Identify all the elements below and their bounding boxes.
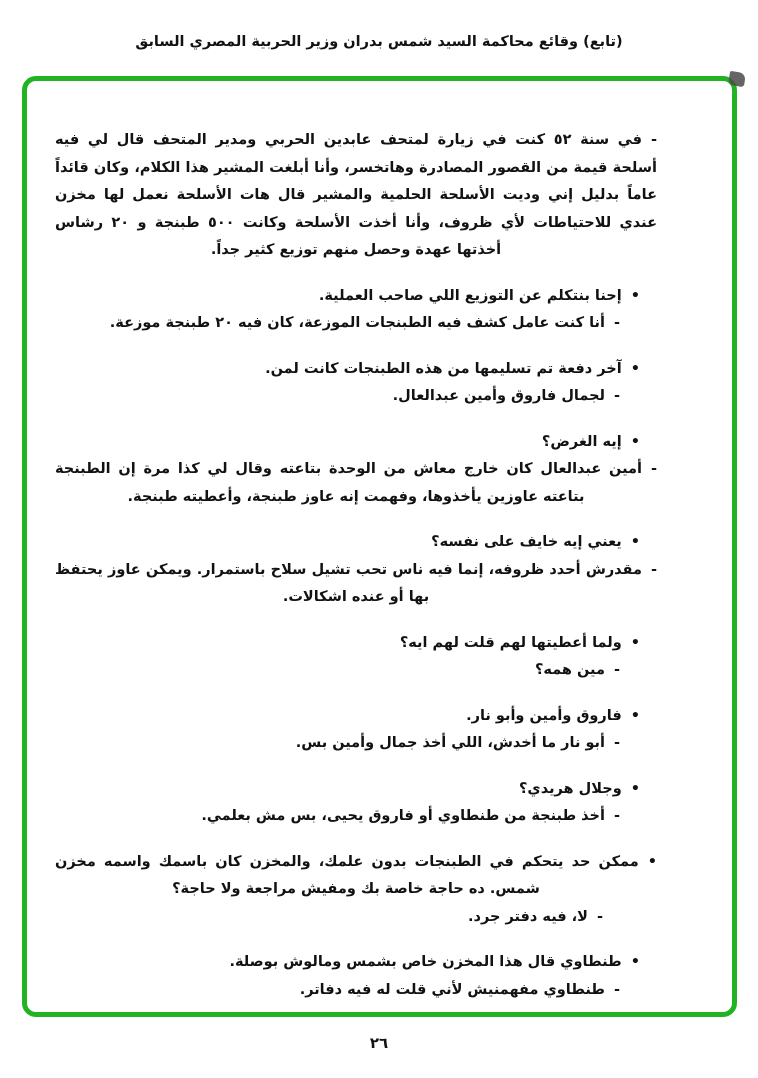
- dialogue-text: أخذ طبنجة من طنطاوي أو فاروق يحيى، بس مش بعلمي.: [201, 808, 605, 824]
- dash-marker: -: [596, 908, 603, 925]
- dialogue-item: [55, 310, 657, 338]
- dialogue-item: [55, 630, 657, 658]
- dialogue-text: لا، فيه دفتر جرد.: [468, 908, 588, 925]
- dialogue-item: [55, 283, 657, 311]
- dash-marker: -: [613, 735, 620, 751]
- dialogue-list: [55, 127, 657, 1004]
- bullet-marker: •: [630, 433, 640, 450]
- page-header: (تابع) وقائع محاكمة السيد شمس بدران وزير الحربية المصري السابق: [135, 34, 623, 50]
- bullet-marker: •: [630, 534, 640, 550]
- dialogue-item: [55, 977, 657, 1005]
- dialogue-item: [55, 356, 657, 384]
- dash-marker: -: [613, 662, 620, 678]
- dialogue-text: في سنة ٥٢ كنت في زيارة لمتحف عابدين الحربي ومدير المتحف قال لي فيه أسلحة قيمة من القصور المصادرة وهاتخسر، وأنا أبلغت المشير هذا الكلام، وكان قائداً عاماً بدليل إني وديت الأسلحة الحلمية والمشير قال هات الأسلحة نعمل لها مخزن عندي للاحتياطات لأي ظروف، وأنا أخذت الأسلحة وكانت ٥٠٠ طبنجة و ٢٠ رشاس أخذتها عهدة وحصل منهم توزيع كثير جداً.: [55, 132, 657, 258]
- dialogue-item: [55, 127, 657, 265]
- dialogue-item: [55, 904, 657, 932]
- dialogue-item: [55, 730, 657, 758]
- dialogue-text: طنطاوي مفهمنيش لأني قلت له فيه دفاتر.: [299, 981, 605, 998]
- dialogue-text: طنطاوي قال هذا المخزن خاص بشمس ومالوش بوصلة.: [229, 954, 622, 970]
- dialogue-text: مين همه؟: [534, 662, 605, 678]
- dialogue-item: [55, 703, 657, 731]
- bullet-marker: •: [630, 780, 640, 797]
- dialogue-item: [55, 849, 657, 904]
- bullet-marker: •: [630, 707, 640, 724]
- dialogue-text: مقدرش أحدد ظروفه، إنما فيه ناس تحب تشيل سلاح باستمرار. ويمكن عاوز يحتفظ بها أو عنده اشكالات.: [55, 561, 642, 605]
- dialogue-item: [55, 529, 657, 557]
- dash-marker: -: [613, 315, 620, 331]
- dialogue-text: يعني إيه خايف على نفسه؟: [431, 534, 622, 550]
- bullet-marker: •: [630, 360, 640, 377]
- dialogue-item: [55, 803, 657, 831]
- dialogue-text: إيه الغرض؟: [541, 433, 622, 450]
- page-number: ٢٦: [369, 1034, 389, 1052]
- dash-marker: -: [613, 808, 620, 824]
- bullet-marker: •: [630, 954, 640, 970]
- dialogue-text: ولما أعطيتها لهم قلت لهم ايه؟: [399, 634, 622, 651]
- dialogue-item: [55, 456, 657, 511]
- dialogue-text: آخر دفعة تم تسليمها من هذه الطبنجات كانت لمن.: [265, 360, 622, 377]
- bullet-marker: •: [630, 634, 640, 651]
- dash-marker: -: [613, 388, 620, 404]
- dash-marker: -: [613, 981, 620, 998]
- dialogue-text: أمين عبدالعال كان خارج معاش من الوحدة بتاعته وقال لي كذا مرة إن الطبنجة بتاعته عاوزين يأخذوها، وفهمت إنه عاوز طبنجة، وأعطيته طبنجة.: [55, 461, 642, 505]
- dialogue-item: [55, 657, 657, 685]
- dash-marker: -: [650, 561, 657, 578]
- dialogue-text: لجمال فاروق وأمين عبدالعال.: [392, 388, 605, 404]
- dialogue-text: أبو نار ما أخدش، اللي أخذ جمال وأمين بس.: [295, 735, 605, 751]
- dialogue-item: [55, 949, 657, 977]
- dialogue-item: [55, 383, 657, 411]
- dash-marker: -: [650, 461, 657, 477]
- dash-marker: -: [650, 132, 658, 148]
- dialogue-item: [55, 557, 657, 612]
- dialogue-item: [55, 429, 657, 457]
- dialogue-text: وجلال هريدي؟: [519, 780, 622, 797]
- dialogue-text: إحنا بنتكلم عن التوزيع اللي صاحب العملية.: [318, 287, 622, 304]
- scan-artifact-mark: [728, 71, 746, 87]
- dialogue-text: أنا كنت عامل كشف فيه الطبنجات الموزعة، كان فيه ٢٠ طبنجة موزعة.: [109, 315, 605, 331]
- dialogue-text: ممكن حد يتحكم في الطبنجات بدون علمك، والمخزن كان باسمك واسمه مخزن شمس. ده حاجة خاصة بك ومفيش مراجعة ولا حاجة؟: [55, 853, 639, 897]
- dialogue-text: فاروق وأمين وأبو نار.: [466, 707, 622, 724]
- bullet-marker: •: [647, 853, 657, 870]
- bullet-marker: •: [630, 287, 640, 304]
- dialogue-item: [55, 776, 657, 804]
